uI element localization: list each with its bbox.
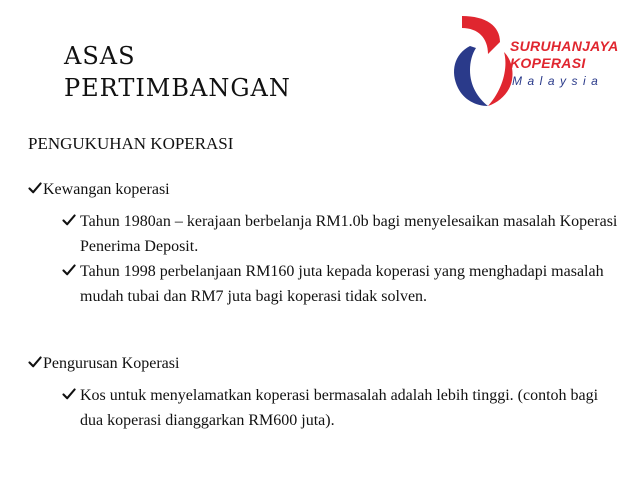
- slide-title-line-2: PERTIMBANGAN: [64, 74, 291, 102]
- checkmark-icon: [62, 210, 77, 235]
- bullet-label: Kewangan koperasi: [43, 181, 170, 198]
- logo-name-line-2: KOPERASI: [510, 55, 586, 71]
- sub-bullet-1998: [62, 260, 622, 309]
- logo-name-line-1: SURUHANJAYA: [510, 38, 619, 54]
- section-heading: PENGUKUHAN KOPERASI: [28, 134, 234, 153]
- sub-bullet-text: Tahun 1980an – kerajaan berbelanja RM1.0b bagi menyelesaikan masalah Koperasi Penerima Deposit.: [80, 213, 618, 255]
- slide-title: [64, 40, 291, 104]
- checkmark-icon: [62, 260, 77, 285]
- logo-country: Malaysia: [512, 74, 604, 88]
- sub-bullet-text: Kos untuk menyelamatkan koperasi bermasalah adalah lebih tinggi. (contoh bagi dua koperasi dianggarkan RM600 juta).: [80, 387, 599, 429]
- sub-bullet-1980an: [62, 210, 622, 259]
- sub-bullet-text: Tahun 1998 perbelanjaan RM160 juta kepada koperasi yang menghadapi masalah mudah tubai dan RM7 juta bagi koperasi tidak solven.: [80, 263, 604, 305]
- sub-bullet-kos: [62, 384, 622, 433]
- logo-name: [510, 38, 619, 72]
- bullet-pengurusan: [28, 352, 179, 376]
- suruhanjaya-koperasi-logo: [448, 8, 628, 120]
- checkmark-icon: [62, 384, 77, 409]
- checkmark-icon: [28, 352, 43, 376]
- checkmark-icon: [28, 178, 43, 202]
- slide-title-line-1: ASAS: [64, 42, 136, 70]
- bullet-label: Pengurusan Koperasi: [43, 355, 180, 372]
- bullet-kewangan: [28, 178, 170, 202]
